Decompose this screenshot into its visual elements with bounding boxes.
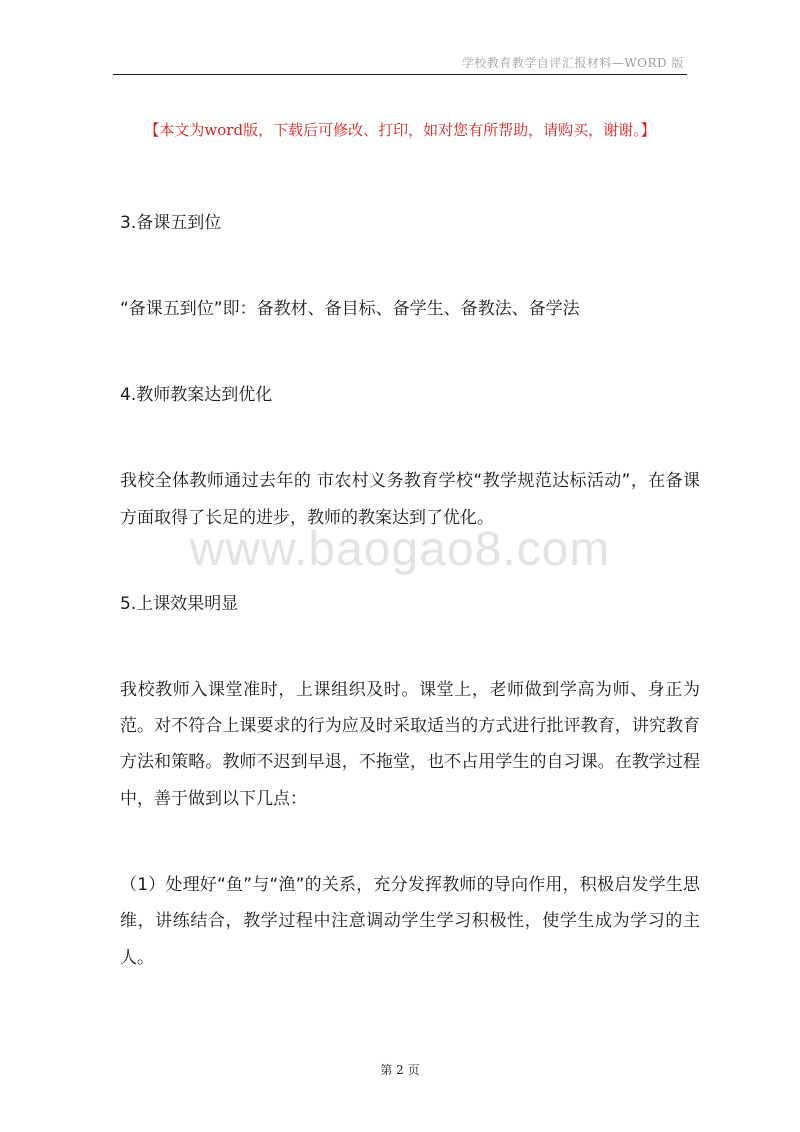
section-heading: 5.上课效果明显 [120, 593, 239, 614]
section-heading: 4.教师教案达到优化 [120, 385, 273, 406]
purchase-notice: 【本文为word版，下载后可修改、打印，如对您有所帮助，请购买，谢谢。】 [144, 121, 656, 139]
watermark: www.baogao8.com [189, 523, 611, 576]
document-body [120, 205, 700, 976]
page-number: 第 2 页 [380, 1063, 420, 1077]
header-divider [113, 74, 687, 75]
section-heading: 3.备课五到位 [120, 213, 222, 233]
paragraph: 我校教师入课堂准时，上课组织及时。课堂上，老师做到学高为师、身正为范。对不符合上课要求的行为应及时采取适当的方式进行批评教育，讲究教育方法和策略。教师不迟到早退，不拖堂，也不占用学生的自习课。在教学过程中，善于做到以下几点： [120, 679, 700, 809]
document-header-title: 学校教育教学自评汇报材料—WORD 版 [461, 56, 684, 70]
paragraph: （1）处理好“鱼”与“渔”的关系，充分发挥教师的导向作用，积极启发学生思维，讲练结合，教学过程中注意调动学生学习积极性，使学生成为学习的主人。 [120, 875, 700, 968]
paragraph: “备课五到位”即：备教材、备目标、备学生、备教法、备学法 [120, 299, 580, 319]
paragraph: 我校全体教师通过去年的 市农村义务教育学校“教学规范达标活动”，在备课方面取得了长足的进步，教师的教案达到了优化。 [120, 471, 700, 528]
